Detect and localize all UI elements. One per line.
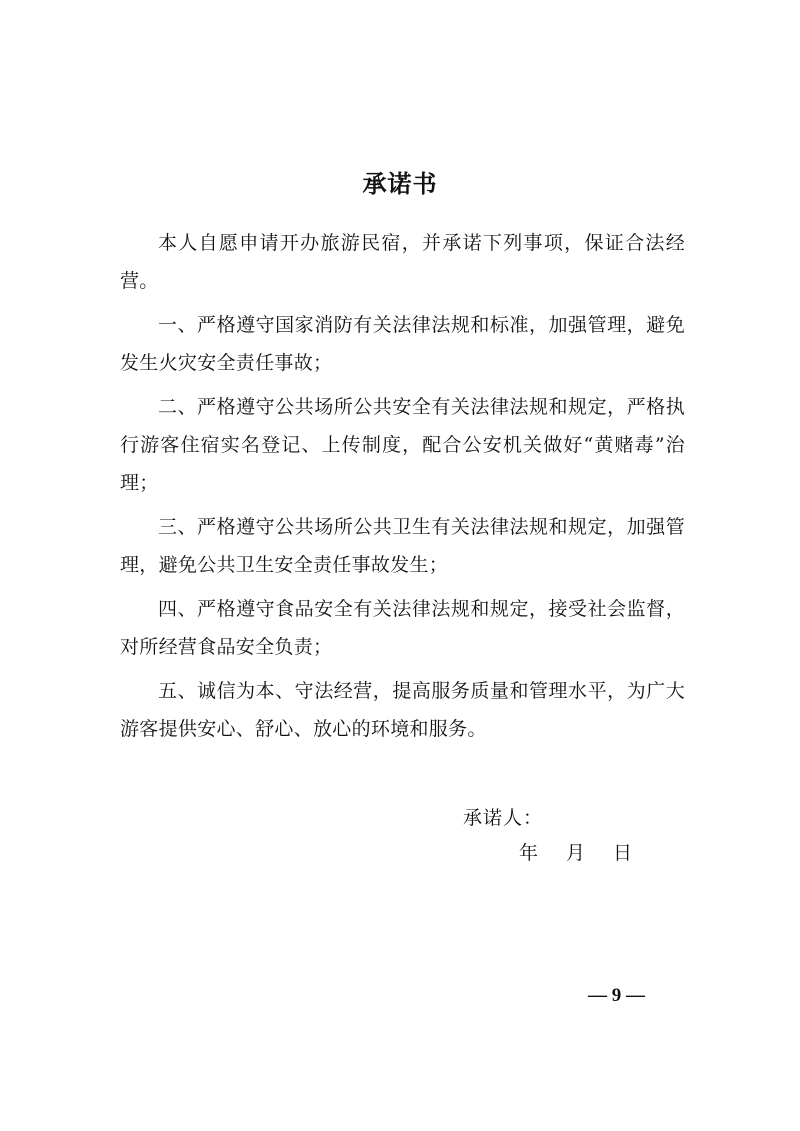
- document-title: 承诺书: [362, 169, 438, 198]
- paragraph-item-2: 二、严格遵守公共场所公共安全有关法律法规和规定，严格执行游客住宿实名登记、上传制度，配合公安机关做好“黄赌毒”治理；: [120, 396, 685, 494]
- paragraph-item-3: 三、严格遵守公共场所公共卫生有关法律法规和规定，加强管理，避免公共卫生安全责任事故发生；: [120, 516, 685, 576]
- signature-date: [519, 838, 632, 868]
- paragraph-intro: 本人自愿申请开办旅游民宿，并承诺下列事项，保证合法经营。: [120, 232, 685, 292]
- date-year: 年: [519, 842, 539, 864]
- paragraph-item-1: 一、严格遵守国家消防有关法律法规和标准，加强管理，避免发生火灾安全责任事故；: [120, 314, 685, 374]
- paragraph-item-4: 四、严格遵守食品安全有关法律法规和规定，接受社会监督，对所经营食品安全负责；: [120, 598, 685, 658]
- date-month: 月: [566, 842, 586, 864]
- signer-label: 承诺人：: [463, 807, 544, 829]
- date-day: 日: [613, 842, 633, 864]
- paragraph-item-5: 五、诚信为本、守法经营，提高服务质量和管理水平，为广大游客提供安心、舒心、放心的环境和服务。: [120, 680, 685, 740]
- page-number: — 9 —: [588, 985, 645, 1006]
- document-body: [120, 224, 685, 754]
